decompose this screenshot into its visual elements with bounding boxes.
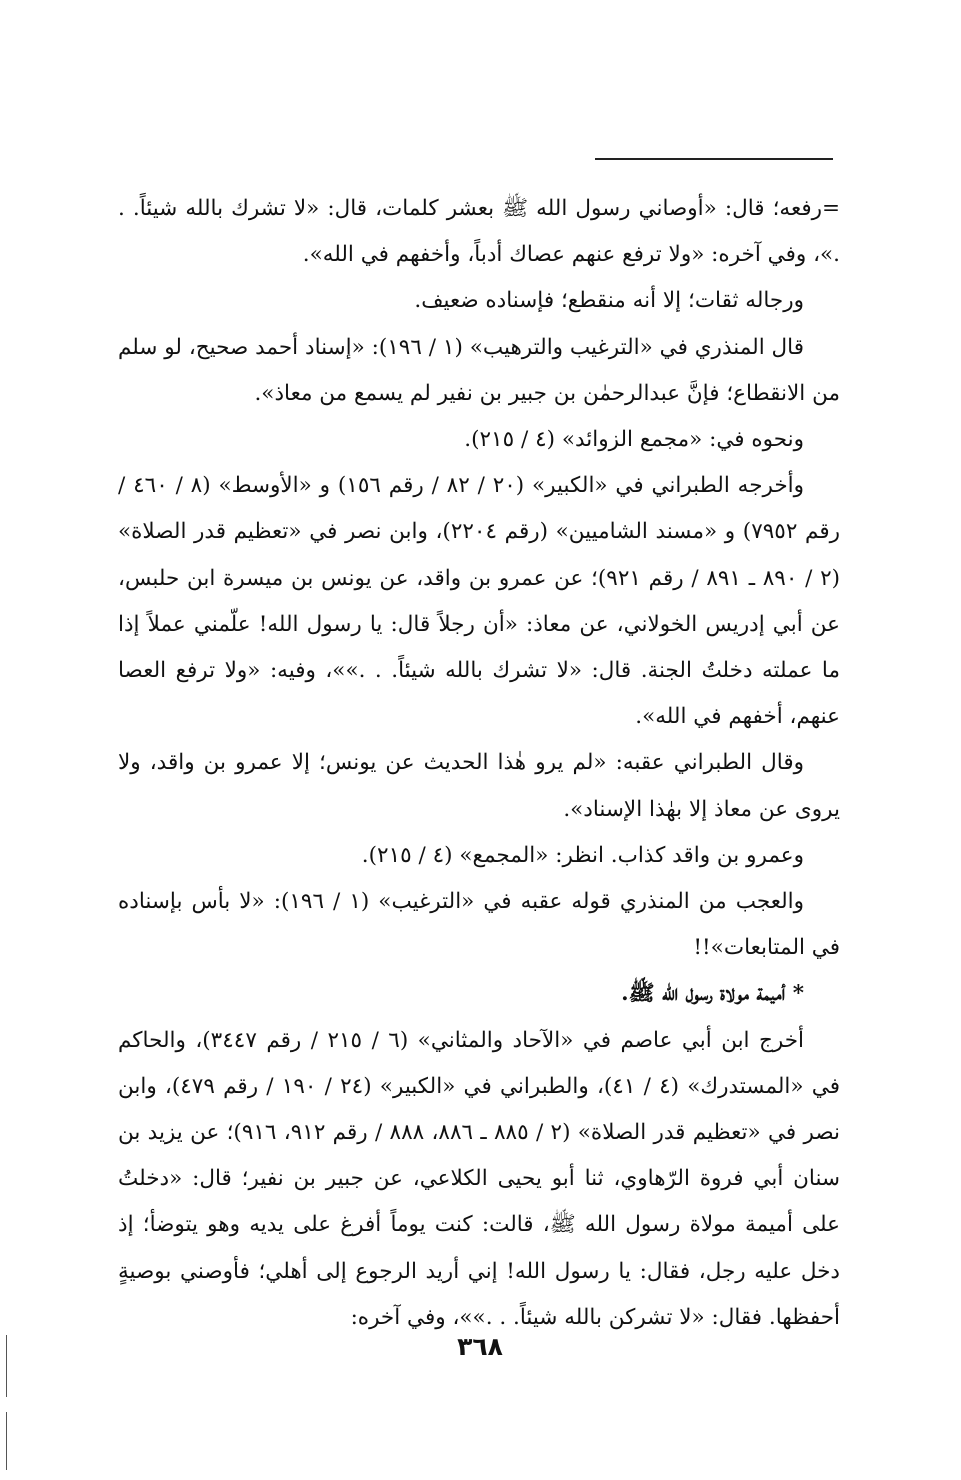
footnote-paragraph-continuation: =رفعه؛ قال: «أوصاني رسول الله ﷺ بعشر كلمات، قال: «لا تشرك بالله شيئاً. . .»، وفي آخره: «ولا ترفع عنهم عصاك أدباً، وأخفهم في الله». <box>118 196 840 268</box>
footnote-paragraph-majma-reference: ونحوه في: «مجمع الزوائد» (٤ / ٢١٥). <box>464 427 804 453</box>
footnote-paragraph-mundhiri-remark: والعجب من المنذري قوله عقبه في «الترغيب» (١ / ١٩٦): «لا بأس بإسناده في المتابعات»!! <box>118 889 840 961</box>
footnote-paragraph-chain-note: ورجاله ثقات؛ إلا أنه منقطع؛ فإسناده ضعيف. <box>414 288 804 314</box>
footnote-paragraph-umaima-takhrij: أخرج ابن أبي عاصم في «الآحاد والمثاني» (٦ / ٢١٥ / رقم ٣٤٤٧)، والحاكم في «المستدرك» (٤ / ٤١)، والطبراني في «الكبير» (٢٤ / ١٩٠ / رقم ٤٧٩)، وابن نصر في «تعظيم قدر الصلاة» (٢ / ٨٨٥ ـ ٨٨٦، ٨٨٨ / رقم ٩١٢، ٩١٦)؛ عن يزيد بن سنان أبي فروة الرّهاوي، ثنا أبو يحيى الكلاعي، عن جبير بن نفير؛ قال: «دخلتُ على أميمة مولاة رسول الله ﷺ، قالت: كنت يوماً أفرغ على يديه وهو يتوضأ؛ إذ دخل عليه رجل، فقال: يا رسول الله! إني أريد الرجوع إلى أهلي؛ فأوصني بوصيةٍ أحفظها. فقال: «لا تشركن بالله شيئاً. . .»»، وفي آخره: <box>118 1027 840 1330</box>
scan-margin-line-upper <box>6 1335 7 1397</box>
footnote-paragraph-tabarani-comment: وقال الطبراني عقبه: «لم يرو هٰذا الحديث عن يونس؛ إلا عمرو بن واقد، ولا يروى عن معاذ إلا بهٰذا الإسناد». <box>118 750 840 822</box>
footnote-paragraph-mundhiri-quote: قال المنذري في «الترغيب والترهيب» (١ / ١٩٦): «إسناد أحمد صحيح، لو سلم من الانقطاع؛ فإنَّ عبدالرحمٰن بن جبير بن نفير لم يسمع من معاذ». <box>118 334 840 406</box>
footnote-separator-rule <box>595 158 833 160</box>
footnote-subheading-umaima: * أميمة مولاة رسول الله ﷺ. <box>621 981 804 1007</box>
footnote-paragraph-tabarani-takhrij: وأخرجه الطبراني في «الكبير» (٢٠ / ٨٢ / رقم ١٥٦) و «الأوسط» (٨ / ٤٦٠ / رقم ٧٩٥٢) و «مسند الشاميين» (رقم ٢٢٠٤)، وابن نصر في «تعظيم قدر الصلاة» (٢ / ٨٩٠ ـ ٨٩١ / رقم ٩٢١)؛ عن عمرو بن واقد، عن يونس بن ميسرة ابن حلبس، عن أبي إدريس الخولاني، عن معاذ: «أن رجلاً قال: يا رسول الله! علّمني عملاً إذا ما عملته دخلتُ الجنة. قال: «لا تشرك بالله شيئاً. . .»»، وفيه: «ولا ترفع العصا عنهم، أخفهم في الله». <box>118 473 841 730</box>
footnote-text-block <box>118 186 840 1341</box>
footnote-paragraph-amr-ibn-waqid: وعمرو بن واقد كذاب. انظر: «المجمع» (٤ / ٢١٥). <box>361 842 804 868</box>
page-number: ٣٦٨ <box>457 1332 503 1361</box>
scan-margin-line-lower <box>6 1412 7 1470</box>
